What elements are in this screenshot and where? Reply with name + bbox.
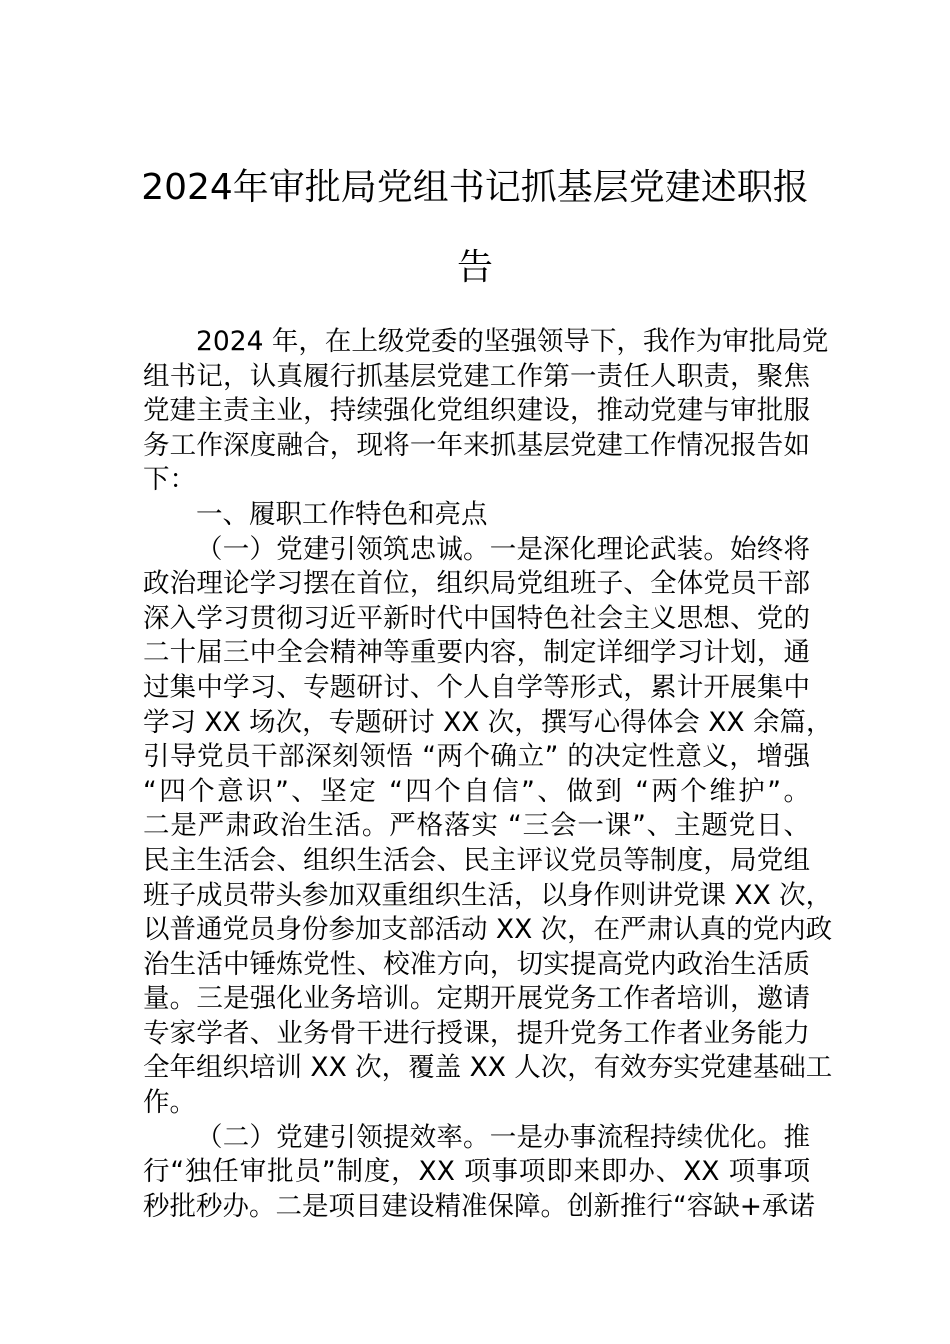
body-text-line: 组书记，认真履行抓基层党建工作第一责任人职责，聚焦 xyxy=(143,360,810,392)
title-line-2: 告 xyxy=(456,247,493,288)
body-text-line: 班子成员带头参加双重组织生活，以身作则讲党课 XX 次， xyxy=(143,879,833,911)
body-text-line: （一）党建引领筑忠诚。一是深化理论武装。始终将 xyxy=(196,533,810,565)
body-text-line: 二是严肃政治生活。严格落实 “三会一课”、主题党日、 xyxy=(143,810,810,842)
body-text-line: 2024 年，在上级党委的坚强领导下，我作为审批局党 xyxy=(196,326,829,357)
body-text-line: 过集中学习、专题研讨、个人自学等形式，累计开展集中 xyxy=(143,671,810,703)
body-text-line: 政治理论学习摆在首位，组织局党组班子、全体党员干部 xyxy=(143,568,810,600)
body-text-line: 务工作深度融合，现将一年来抓基层党建工作情况报告如 xyxy=(143,429,810,461)
body-text-line: 量。三是强化业务培训。定期开展党务工作者培训，邀请 xyxy=(143,983,810,1015)
body-text-line: 行“独任审批员”制度，XX 项事项即来即办、XX 项事项 xyxy=(143,1156,810,1188)
body-text-line: 二十届三中全会精神等重要内容，制定详细学习计划，通 xyxy=(143,637,810,669)
body-text-line: 引导党员干部深刻领悟 “两个确立” 的决定性意义，增强 xyxy=(143,741,810,773)
body-text-line: “四个意识”、坚定 “四个自信”、做到 “两个维护”。 xyxy=(143,775,810,807)
document-title xyxy=(140,148,810,308)
title-line-1: 2024年审批局党组书记抓基层党建述职报 xyxy=(141,167,809,208)
body-text-line: 专家学者、业务骨干进行授课，提升党务工作者业务能力 xyxy=(143,1017,810,1049)
body-text-line: 深入学习贯彻习近平新时代中国特色社会主义思想、党的 xyxy=(143,602,810,634)
body-text-line: 下： xyxy=(143,464,196,496)
body-text-line: 学习 XX 场次，专题研讨 XX 次，撰写心得体会 XX 余篇， xyxy=(143,706,833,738)
body-text-line: 党建主责主业，持续强化党组织建设，推动党建与审批服 xyxy=(143,395,810,427)
body-text-line: 作。 xyxy=(143,1087,196,1119)
body-text-line: 以普通党员身份参加支部活动 XX 次，在严肃认真的党内政 xyxy=(143,914,833,946)
body-text-line: 民主生活会、组织生活会、民主评议党员等制度，局党组 xyxy=(143,844,810,876)
document-body xyxy=(143,325,833,1224)
body-text-line: 全年组织培训 XX 次，覆盖 XX 人次，有效夯实党建基础工 xyxy=(143,1052,833,1084)
body-text-line: 一、履职工作特色和亮点 xyxy=(196,498,488,530)
body-text-line: （二）党建引领提效率。一是办事流程持续优化。推 xyxy=(196,1121,810,1153)
body-text-line: 治生活中锤炼党性、校准方向，切实提高党内政治生活质 xyxy=(143,948,810,980)
body-text-line: 秒批秒办。二是项目建设精准保障。创新推行“容缺+承诺 xyxy=(143,1190,815,1222)
